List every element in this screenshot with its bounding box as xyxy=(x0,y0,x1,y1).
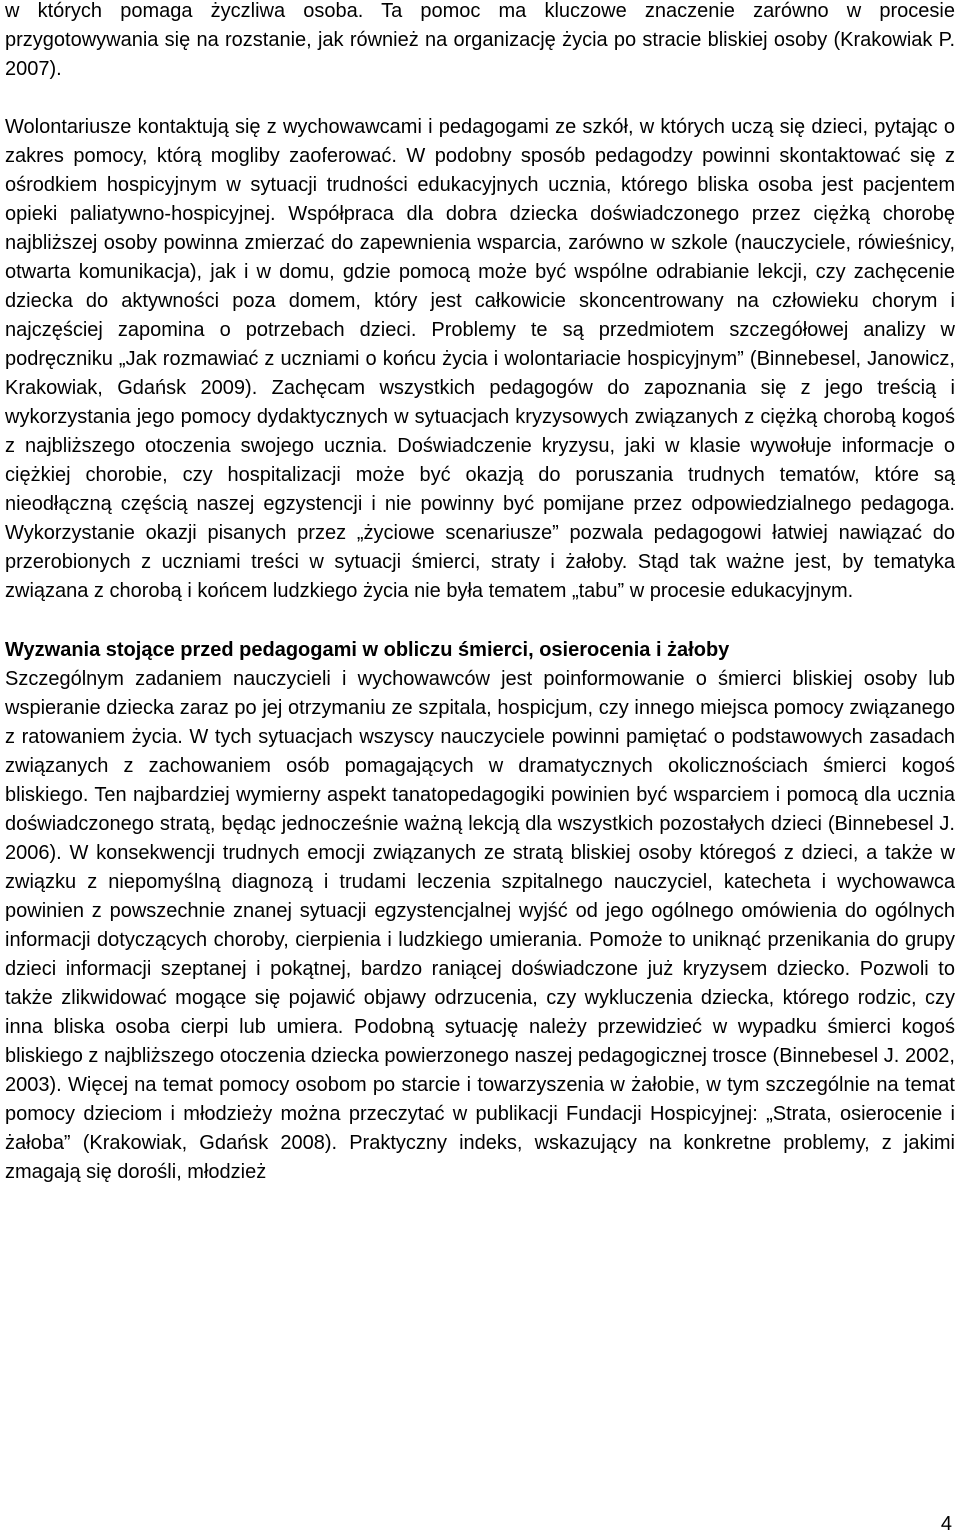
section-heading: Wyzwania stojące przed pedagogami w obliczu śmierci, osierocenia i żałoby xyxy=(5,639,730,661)
page-number: 4 xyxy=(940,1513,952,1535)
document-body xyxy=(5,0,955,1187)
paragraph-3: Szczególnym zadaniem nauczycieli i wychowawców jest poinformowanie o śmierci bliskiej osoby lub wspieranie dziecka zaraz po jej otrzymaniu ze szpitala, hospicjum, czy innego miejsca pomocy związanego z ratowaniem życia. W tych sytuacjach wszyscy nauczyciele powinni pamiętać o podstawowych zasadach związanych z zachowaniem osób pomagających w dramatycznych okolicznościach śmierci kogoś bliskiego. Ten najbardziej wymierny aspekt tanatopedagogiki powinien być wsparciem i pomocą dla ucznia doświadczonego stratą, będąc jednocześnie ważną lekcją dla wszystkich pozostałych dzieci (Binnebesel J. 2006). W konsekwencji trudnych emocji związanych ze stratą bliskiej osoby któregoś z dzieci, a także w związku z niepomyślną diagnozą i trudami leczenia szpitalnego nauczyciel, katecheta i wychowawca powinien z powszechnie znanej sytuacji egzystencjalnej wyjść od jego ogólnego omówienia do ogólnych informacji dotyczących choroby, cierpienia i ludzkiego umierania. Pomoże to uniknąć przenikania do grupy dzieci informacji szeptanej i pokątnej, bardzo raniącej doświadczone już kryzysem dziecko. Pozwoli to także zlikwidować mogące się pojawić objawy odrzucenia, czy wykluczenia dziecka, którego rodzic, czy inna bliska osoba cierpi lub umiera. Podobną sytuację należy przewidzieć w wypadku śmierci kogoś bliskiego z najbliższego otoczenia dziecka powierzonego naszej pedagogicznej trosce (Binnebesel J. 2002, 2003). Więcej na temat pomocy osobom po starcie i towarzyszenia w żałobie, w tym szczególnie na temat pomocy dzieciom i młodzieży można przeczytać w publikacji Fundacji Hospicyjnej: „Strata, osierocenie i żałoba” (Krakowiak, Gdańsk 2008). Praktyczny indeks, wskazujący na konkretne problemy, z jakimi zmagają się dorośli, młodzież xyxy=(5,668,955,1183)
section-gap xyxy=(5,606,955,636)
paragraph-2: Wolontariusze kontaktują się z wychowawcami i pedagogami ze szkół, w których uczą się dzieci, pytając o zakres pomocy, którą mogliby zaoferować. W podobny sposób pedagodzy powinni skontaktować się z ośrodkiem hospicyjnym w sytuacji trudności edukacyjnych ucznia, którego bliska osoba jest pacjentem opieki paliatywno-hospicyjnej. Współpraca dla dobra dziecka doświadczonego przez ciężką chorobę najbliższej osoby powinna zmierzać do zapewnienia wsparcia, zarówno w szkole (nauczyciele, rówieśnicy, otwarta komunikacja), jak i w domu, gdzie pomocą może być wspólne odrabianie lekcji, czy zachęcenie dziecka do aktywności poza domem, który jest całkowicie skoncentrowany na człowieku chorym i najczęściej zapomina o potrzebach dzieci. Problemy te są przedmiotem szczegółowej analizy w podręczniku „Jak rozmawiać z uczniami o końcu życia i wolontariacie hospicyjnym” (Binnebesel, Janowicz, Krakowiak, Gdańsk 2009). Zachęcam wszystkich pedagogów do zapoznania się z jego treścią i wykorzystania jego pomocy dydaktycznych w sytuacjach kryzysowych związanych z ciężką chorobą kogoś z najbliższego otoczenia swojego ucznia. Doświadczenie kryzysu, jaki w klasie wywołuje informacje o ciężkiej chorobie, czy hospitalizacji może być okazją do poruszania trudnych tematów, które są nieodłączną częścią naszej egzystencji i nie powinny być pomijane przez odpowiedzialnego pedagoga. Wykorzystanie okazji pisanych przez „życiowe scenariusze” pozwala pedagogowi łatwiej nawiązać do przerobionych z uczniami treści w sytuacji śmierci, straty i żałoby. Stąd tak ważne jest, by tematyka związana z chorobą i końcem ludzkiego życia nie była tematem „tabu” w procesie edukacyjnym. xyxy=(5,116,955,602)
paragraph-1: w których pomaga życzliwa osoba. Ta pomoc ma kluczowe znaczenie zarówno w procesie przygotowywania się na rozstanie, jak również na organizację życia po stracie bliskiej osoby (Krakowiak P. 2007). xyxy=(5,0,955,80)
